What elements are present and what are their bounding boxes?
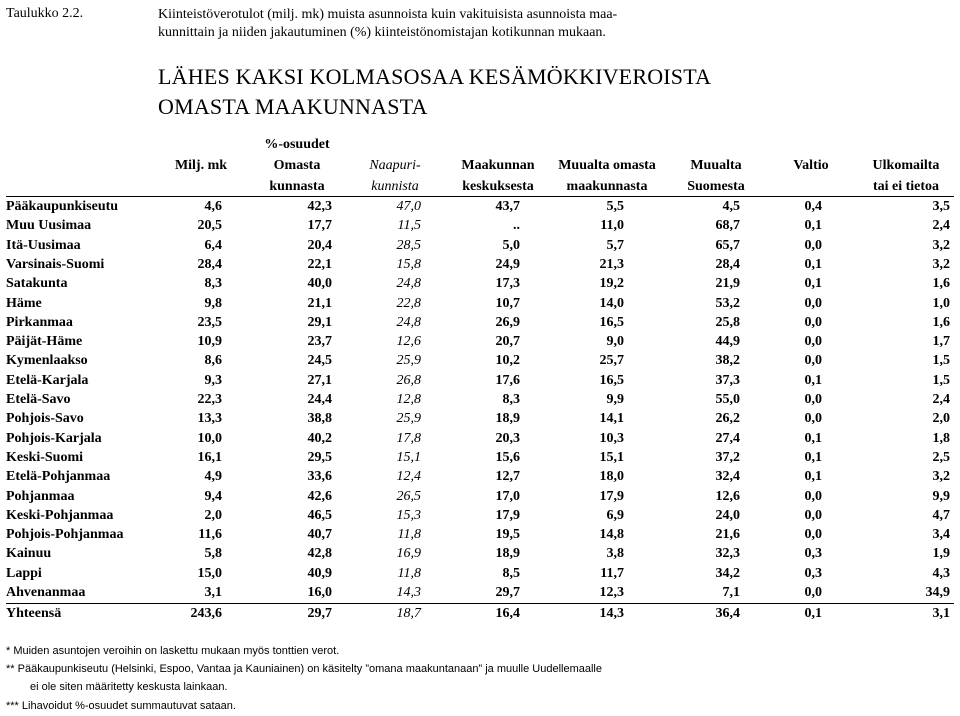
cell-muualta-suomesta: 12,6 [715, 488, 740, 504]
cell-valtio: 0,1 [804, 218, 822, 234]
cell-valtio: 0,0 [804, 295, 822, 311]
col-head-line: maakunnasta [566, 179, 648, 194]
cell-ulkomailta: 3,2 [932, 256, 950, 272]
cell-naapurikunnista: 24,8 [396, 276, 421, 292]
cell-milj-mk: 3,1 [204, 585, 222, 600]
cell-maakunnan-keskuksesta: 26,9 [495, 314, 520, 330]
cell-ulkomailta: 1,8 [932, 430, 950, 446]
cell-milj-mk: 23,5 [197, 314, 222, 330]
cell-muualta-omasta-maakunnasta: 10,3 [599, 430, 624, 446]
col-head-line: keskuksesta [462, 179, 534, 194]
cell-naapurikunnista: 25,9 [396, 353, 421, 369]
cell-muualta-omasta-maakunnasta: 15,1 [599, 449, 624, 465]
cell-muualta-suomesta: 68,7 [715, 218, 740, 234]
cell-maakunnan-keskuksesta: 8,3 [502, 392, 520, 407]
cell-muualta-suomesta: 24,0 [715, 507, 740, 523]
row-label: Pohjois-Karjala [6, 430, 102, 446]
cell-muualta-suomesta: 34,2 [715, 565, 740, 581]
cell-valtio: 0,1 [804, 276, 822, 292]
cell-maakunnan-keskuksesta: 16,4 [495, 606, 520, 621]
table-row [0, 371, 960, 390]
cell-muualta-suomesta: 53,2 [715, 295, 740, 311]
cell-maakunnan-keskuksesta: 19,5 [495, 527, 520, 543]
cell-muualta-omasta-maakunnasta: 14,1 [599, 411, 624, 427]
cell-omasta-kunnasta: 42,8 [307, 546, 332, 562]
col-head-line: Naapuri- [369, 158, 421, 173]
row-label: Keski-Pohjanmaa [6, 507, 114, 523]
cell-maakunnan-keskuksesta: 5,0 [502, 237, 520, 253]
cell-ulkomailta: 1,6 [932, 276, 950, 292]
cell-maakunnan-keskuksesta: 20,7 [495, 334, 520, 350]
cell-omasta-kunnasta: 17,7 [307, 218, 332, 234]
cell-ulkomailta: 1,6 [932, 314, 950, 330]
cell-muualta-omasta-maakunnasta: 11,7 [600, 565, 624, 581]
col-head-line: Ulkomailta [872, 158, 940, 173]
cell-muualta-suomesta: 21,6 [715, 527, 740, 543]
col-head-ulkomailta [854, 155, 958, 197]
table-row [0, 390, 960, 409]
row-label: Keski-Suomi [6, 449, 84, 465]
cell-milj-mk: 10,0 [197, 430, 222, 446]
table-caption [158, 6, 758, 42]
row-label: Pirkanmaa [6, 314, 73, 330]
total-rule [6, 603, 954, 604]
cell-maakunnan-keskuksesta: 43,7 [495, 199, 520, 214]
footnote: * Muiden asuntojen veroihin on laskettu mukaan myös tonttien verot. [6, 645, 340, 657]
cell-milj-mk: 28,4 [197, 256, 222, 272]
col-head-muualta [666, 155, 766, 197]
total-row [0, 604, 960, 623]
cell-maakunnan-keskuksesta: 12,7 [495, 469, 520, 485]
cell-milj-mk: 8,6 [204, 353, 222, 369]
cell-milj-mk: 16,1 [197, 449, 222, 465]
row-label: Yhteensä [6, 606, 62, 621]
table-row [0, 583, 960, 602]
cell-omasta-kunnasta: 29,5 [307, 449, 332, 465]
table-row [0, 255, 960, 274]
cell-omasta-kunnasta: 20,4 [307, 237, 332, 253]
cell-muualta-omasta-maakunnasta: 5,7 [606, 237, 624, 253]
col-head-naapuri [350, 155, 440, 197]
cell-naapurikunnista: 28,5 [396, 237, 421, 253]
row-label: Lappi [6, 565, 42, 581]
cell-omasta-kunnasta: 22,1 [307, 256, 332, 272]
row-label: Satakunta [6, 276, 68, 292]
cell-milj-mk: 15,0 [197, 565, 222, 581]
cell-omasta-kunnasta: 38,8 [307, 411, 332, 427]
cell-maakunnan-keskuksesta: 8,5 [502, 565, 520, 581]
cell-muualta-omasta-maakunnasta: 3,8 [606, 546, 624, 562]
cell-valtio: 0,1 [804, 606, 822, 621]
cell-ulkomailta: 3,1 [932, 606, 950, 621]
cell-muualta-omasta-maakunnasta: 21,3 [599, 256, 624, 272]
headline [158, 62, 858, 122]
cell-naapurikunnista: 16,9 [396, 546, 421, 562]
cell-naapurikunnista: 22,8 [396, 295, 421, 311]
cell-ulkomailta: 3,2 [932, 237, 950, 253]
cell-maakunnan-keskuksesta: 18,9 [495, 546, 520, 562]
cell-omasta-kunnasta: 40,7 [307, 527, 332, 543]
cell-naapurikunnista: 26,5 [396, 488, 421, 504]
cell-ulkomailta: 4,3 [932, 565, 950, 581]
table-row [0, 467, 960, 486]
cell-omasta-kunnasta: 29,7 [307, 606, 332, 621]
col-head-line: kunnasta [269, 179, 325, 194]
cell-milj-mk: 5,8 [204, 546, 222, 562]
row-label: Etelä-Karjala [6, 372, 89, 388]
row-label: Etelä-Pohjanmaa [6, 469, 111, 485]
cell-muualta-suomesta: 38,2 [715, 353, 740, 369]
cell-maakunnan-keskuksesta: 17,0 [495, 488, 520, 504]
cell-omasta-kunnasta: 40,9 [307, 565, 332, 581]
cell-ulkomailta: 2,4 [932, 392, 950, 407]
cell-maakunnan-keskuksesta: 20,3 [495, 430, 520, 446]
cell-milj-mk: 11,6 [198, 527, 222, 543]
cell-milj-mk: 9,8 [204, 295, 222, 311]
footnote: *** Lihavoidut %-osuudet summautuvat sataan. [6, 700, 236, 712]
group-label: %-osuudet [264, 137, 330, 152]
cell-ulkomailta: 3,5 [932, 199, 950, 214]
table-row [0, 294, 960, 313]
table-row [0, 564, 960, 583]
cell-muualta-omasta-maakunnasta: 6,9 [606, 507, 624, 523]
cell-omasta-kunnasta: 23,7 [307, 334, 332, 350]
cell-ulkomailta: 2,5 [932, 449, 950, 465]
cell-muualta-omasta-maakunnasta: 9,0 [606, 334, 624, 350]
cell-maakunnan-keskuksesta: 15,6 [495, 449, 520, 465]
row-label: Häme [6, 295, 42, 311]
table-row [0, 236, 960, 255]
cell-muualta-omasta-maakunnasta: 14,8 [599, 527, 624, 543]
col-head-muualta-omasta [548, 155, 666, 197]
cell-omasta-kunnasta: 40,0 [307, 276, 332, 292]
cell-naapurikunnista: 18,7 [396, 606, 421, 621]
row-label: Pohjois-Savo [6, 411, 84, 427]
cell-maakunnan-keskuksesta: 10,7 [495, 295, 520, 311]
cell-omasta-kunnasta: 24,4 [307, 392, 332, 407]
col-head-line: tai ei tietoa [872, 179, 940, 194]
table-row [0, 544, 960, 563]
table-row [0, 506, 960, 525]
cell-valtio: 0,0 [804, 411, 822, 427]
footnote: ** Pääkaupunkiseutu (Helsinki, Espoo, Vantaa ja Kauniainen) on käsitelty ”omana maakuntanaan” ja muulle Uudellemaalle [6, 663, 602, 675]
row-label: Kainuu [6, 546, 52, 562]
col-head-milj: Milj. mk [174, 158, 228, 173]
cell-milj-mk: 4,9 [204, 469, 222, 485]
cell-omasta-kunnasta: 42,6 [307, 488, 332, 504]
cell-muualta-suomesta: 65,7 [715, 237, 740, 253]
cell-valtio: 0,3 [804, 546, 822, 562]
cell-ulkomailta: 1,5 [932, 353, 950, 369]
cell-omasta-kunnasta: 33,6 [307, 469, 332, 485]
cell-naapurikunnista: 17,8 [396, 430, 421, 446]
table-number: Taulukko 2.2. [6, 6, 84, 21]
cell-omasta-kunnasta: 16,0 [307, 585, 332, 600]
cell-ulkomailta: 1,5 [932, 372, 950, 388]
cell-muualta-suomesta: 26,2 [715, 411, 740, 427]
table-row [0, 487, 960, 506]
col-head-line: Muualta [690, 158, 742, 173]
cell-valtio: 0,4 [804, 199, 822, 214]
caption-line: Kiinteistöverotulot (milj. mk) muista asunnoista kuin vakituisista asunnoista maa- [158, 7, 618, 22]
cell-muualta-omasta-maakunnasta: 25,7 [599, 353, 624, 369]
cell-valtio: 0,0 [804, 527, 822, 543]
col-head-line: Omasta [273, 158, 321, 173]
row-label: Pohjois-Pohjanmaa [6, 527, 124, 543]
cell-valtio: 0,1 [804, 256, 822, 272]
cell-omasta-kunnasta: 24,5 [307, 353, 332, 369]
cell-ulkomailta: 34,9 [925, 585, 950, 600]
cell-naapurikunnista: 15,3 [396, 507, 421, 523]
cell-valtio: 0,0 [804, 353, 822, 369]
cell-maakunnan-keskuksesta: 29,7 [495, 585, 520, 600]
cell-valtio: 0,0 [804, 488, 822, 504]
col-head-maakunnan [448, 155, 548, 197]
cell-milj-mk: 10,9 [197, 334, 222, 350]
table-row [0, 448, 960, 467]
cell-muualta-suomesta: 32,3 [715, 546, 740, 562]
col-head-line: kunnista [371, 179, 419, 194]
cell-milj-mk: 2,0 [204, 507, 222, 523]
table-row [0, 351, 960, 370]
cell-ulkomailta: 2,4 [932, 218, 950, 234]
cell-muualta-omasta-maakunnasta: 14,0 [599, 295, 624, 311]
col-head-line: Suomesta [687, 179, 745, 194]
cell-muualta-suomesta: 21,9 [715, 276, 740, 292]
cell-naapurikunnista: 24,8 [396, 314, 421, 330]
cell-naapurikunnista: 12,6 [396, 334, 421, 350]
cell-naapurikunnista: 12,4 [396, 469, 421, 485]
table-row [0, 429, 960, 448]
col-head-line: Maakunnan [461, 158, 535, 173]
cell-omasta-kunnasta: 27,1 [307, 372, 332, 388]
caption-line: kunnittain ja niiden jakautuminen (%) kiinteistönomistajan kotikunnan mukaan. [158, 25, 606, 40]
cell-muualta-omasta-maakunnasta: 5,5 [606, 199, 624, 214]
cell-naapurikunnista: 47,0 [396, 199, 421, 214]
cell-milj-mk: 13,3 [197, 411, 222, 427]
cell-muualta-suomesta: 32,4 [715, 469, 740, 485]
col-head-valtio: Valtio [793, 158, 829, 173]
cell-valtio: 0,1 [804, 449, 822, 465]
row-label: Ahvenanmaa [6, 585, 86, 600]
cell-omasta-kunnasta: 42,3 [307, 199, 332, 214]
cell-valtio: 0,0 [804, 314, 822, 330]
cell-milj-mk: 22,3 [197, 392, 222, 407]
cell-muualta-suomesta: 55,0 [715, 392, 740, 407]
cell-valtio: 0,0 [804, 334, 822, 350]
cell-ulkomailta: 9,9 [932, 488, 950, 504]
cell-milj-mk: 243,6 [190, 606, 222, 621]
cell-milj-mk: 4,6 [204, 199, 222, 214]
row-label: Itä-Uusimaa [6, 237, 81, 253]
cell-valtio: 0,1 [804, 430, 822, 446]
row-label: Päijät-Häme [6, 334, 83, 350]
cell-milj-mk: 20,5 [197, 218, 222, 234]
cell-omasta-kunnasta: 21,1 [307, 295, 332, 311]
headline-line: OMASTA MAAKUNNASTA [158, 94, 428, 119]
cell-muualta-suomesta: 28,4 [715, 256, 740, 272]
row-label: Muu Uusimaa [6, 218, 92, 234]
cell-omasta-kunnasta: 46,5 [307, 507, 332, 523]
cell-muualta-omasta-maakunnasta: 16,5 [599, 372, 624, 388]
cell-maakunnan-keskuksesta: 17,6 [495, 372, 520, 388]
cell-ulkomailta: 1,9 [932, 546, 950, 562]
cell-maakunnan-keskuksesta: 17,3 [495, 276, 520, 292]
cell-ulkomailta: 3,2 [932, 469, 950, 485]
cell-omasta-kunnasta: 29,1 [307, 314, 332, 330]
cell-naapurikunnista: 15,1 [396, 449, 421, 465]
cell-naapurikunnista: 15,8 [396, 256, 421, 272]
cell-muualta-suomesta: 25,8 [715, 314, 740, 330]
cell-ulkomailta: 3,4 [932, 527, 950, 543]
cell-muualta-omasta-maakunnasta: 18,0 [599, 469, 624, 485]
cell-muualta-suomesta: 37,3 [715, 372, 740, 388]
table-row [0, 409, 960, 428]
cell-muualta-suomesta: 36,4 [715, 606, 740, 621]
cell-muualta-suomesta: 7,1 [722, 585, 740, 600]
cell-maakunnan-keskuksesta: 24,9 [495, 256, 520, 272]
cell-naapurikunnista: 11,5 [397, 218, 421, 234]
cell-naapurikunnista: 25,9 [396, 411, 421, 427]
cell-naapurikunnista: 11,8 [397, 565, 421, 581]
cell-maakunnan-keskuksesta: 10,2 [495, 353, 520, 369]
cell-valtio: 0,0 [804, 585, 822, 600]
cell-muualta-suomesta: 37,2 [715, 449, 740, 465]
cell-muualta-suomesta: 27,4 [715, 430, 740, 446]
row-label: Etelä-Savo [6, 392, 71, 407]
cell-muualta-omasta-maakunnasta: 9,9 [606, 392, 624, 407]
cell-muualta-omasta-maakunnasta: 14,3 [599, 606, 624, 621]
table-row [0, 274, 960, 293]
row-label: Kymenlaakso [6, 353, 88, 369]
row-label: Pohjanmaa [6, 488, 75, 504]
table-row [0, 216, 960, 235]
cell-maakunnan-keskuksesta: 18,9 [495, 411, 520, 427]
table-row [0, 313, 960, 332]
cell-omasta-kunnasta: 40,2 [307, 430, 332, 446]
cell-ulkomailta: 1,7 [932, 334, 950, 350]
cell-milj-mk: 8,3 [204, 276, 222, 292]
cell-naapurikunnista: 26,8 [396, 372, 421, 388]
row-label: Pääkaupunkiseutu [6, 199, 119, 214]
cell-naapurikunnista: 14,3 [396, 585, 421, 600]
cell-ulkomailta: 1,0 [932, 295, 950, 311]
col-head-line: Muualta omasta [558, 158, 656, 173]
cell-milj-mk: 6,4 [204, 237, 222, 253]
cell-muualta-suomesta: 44,9 [715, 334, 740, 350]
cell-muualta-omasta-maakunnasta: 12,3 [599, 585, 624, 600]
cell-naapurikunnista: 11,8 [397, 527, 421, 543]
table-row [0, 332, 960, 351]
cell-muualta-omasta-maakunnasta: 19,2 [599, 276, 624, 292]
footnote: ei ole siten määritetty keskusta lainkaan. [30, 681, 228, 693]
cell-milj-mk: 9,4 [204, 488, 222, 504]
cell-maakunnan-keskuksesta: .. [513, 218, 520, 234]
table-row [0, 197, 960, 216]
cell-muualta-omasta-maakunnasta: 11,0 [600, 218, 624, 234]
cell-valtio: 0,1 [804, 372, 822, 388]
cell-ulkomailta: 2,0 [932, 411, 950, 427]
cell-valtio: 0,1 [804, 469, 822, 485]
cell-muualta-omasta-maakunnasta: 16,5 [599, 314, 624, 330]
cell-milj-mk: 9,3 [204, 372, 222, 388]
cell-valtio: 0,0 [804, 237, 822, 253]
cell-maakunnan-keskuksesta: 17,9 [495, 507, 520, 523]
cell-ulkomailta: 4,7 [932, 507, 950, 523]
cell-muualta-suomesta: 4,5 [722, 199, 740, 214]
cell-naapurikunnista: 12,8 [396, 392, 421, 407]
cell-valtio: 0,0 [804, 392, 822, 407]
headline-line: LÄHES KAKSI KOLMASOSAA KESÄMÖKKIVEROISTA [158, 64, 712, 89]
table-row [0, 525, 960, 544]
cell-valtio: 0,3 [804, 565, 822, 581]
col-head-omasta [252, 155, 342, 197]
cell-valtio: 0,0 [804, 507, 822, 523]
row-label: Varsinais-Suomi [6, 256, 105, 272]
cell-muualta-omasta-maakunnasta: 17,9 [599, 488, 624, 504]
